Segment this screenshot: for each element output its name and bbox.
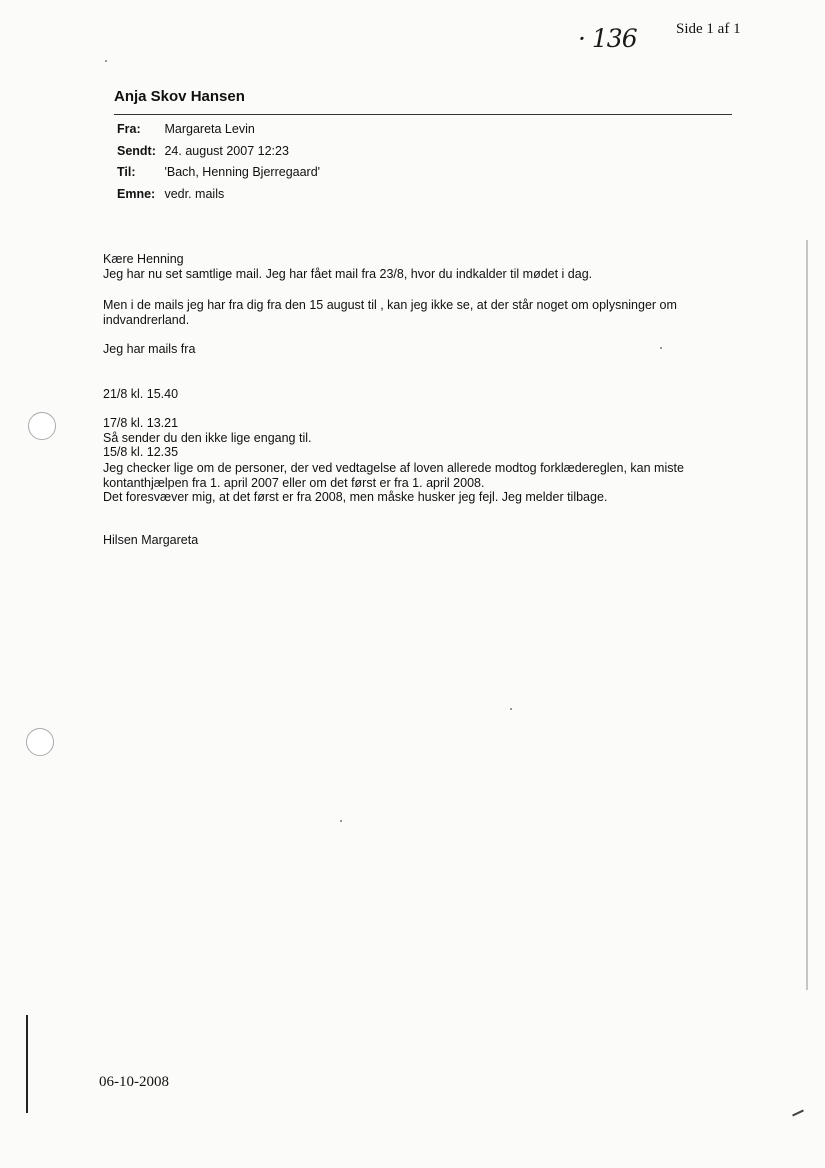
print-date: 06-10-2008 (99, 1074, 169, 1090)
list-item: 15/8 kl. 12.35 (103, 444, 179, 459)
from-row (117, 122, 320, 144)
scan-speck (510, 708, 512, 710)
greeting-paragraph: Kære Henning Jeg har nu set samtlige mail. Jeg har fået mail fra 23/8, hvor du indkalder til mødet i dag. (103, 252, 593, 281)
subject-row (117, 187, 320, 209)
scan-speck (340, 820, 342, 822)
list-item: 21/8 kl. 15.40 (103, 386, 179, 401)
mailbox-owner-name: Anja Skov Hansen (114, 88, 245, 105)
from-value: Margareta Levin (164, 122, 255, 136)
email-header (117, 122, 320, 208)
to-label: Til: (117, 165, 136, 179)
punch-hole-icon (26, 728, 54, 756)
scan-edge-line (806, 240, 808, 990)
mails-from-line: Jeg har mails fra (103, 342, 196, 356)
sent-value: 24. august 2007 12:23 (164, 143, 289, 158)
header-divider (114, 114, 732, 115)
subject-value: vedr. mails (164, 186, 225, 201)
body-paragraph: Jeg checker lige om de personer, der ved vedtagelse af loven allerede modtog forklædereglen, kan miste kontanthjælpen fra 1. april 2007 eller om det først er fra 1. april 2008. Det foresvæver mig, at det først er fra 2008, men måske husker jeg fejl. Jeg melder tilbage. (103, 461, 684, 504)
sent-row (117, 144, 320, 166)
mail-time-list (103, 372, 743, 474)
from-label: Fra: (117, 122, 141, 136)
scan-speck (105, 60, 107, 62)
signoff: Hilsen Margareta (103, 533, 199, 547)
subject-label: Emne: (117, 186, 156, 201)
punch-hole-icon (28, 412, 56, 440)
page-indicator: Side 1 af 1 (676, 21, 741, 37)
body-paragraph: Så sender du den ikke lige engang til. (103, 431, 312, 445)
handwritten-page-number: · 136 (578, 24, 637, 53)
body-paragraph: Men i de mails jeg har fra dig fra den 15 august til , kan jeg ikke se, at der står noget om oplysninger om indvandrerland. (103, 298, 677, 327)
scan-binding-mark (26, 1015, 28, 1113)
to-row (117, 165, 320, 187)
sent-label: Sendt: (117, 143, 156, 158)
scan-mark (792, 1110, 804, 1117)
list-item: 17/8 kl. 13.21 (103, 415, 179, 430)
to-value: 'Bach, Henning Bjerregaard' (164, 165, 321, 179)
